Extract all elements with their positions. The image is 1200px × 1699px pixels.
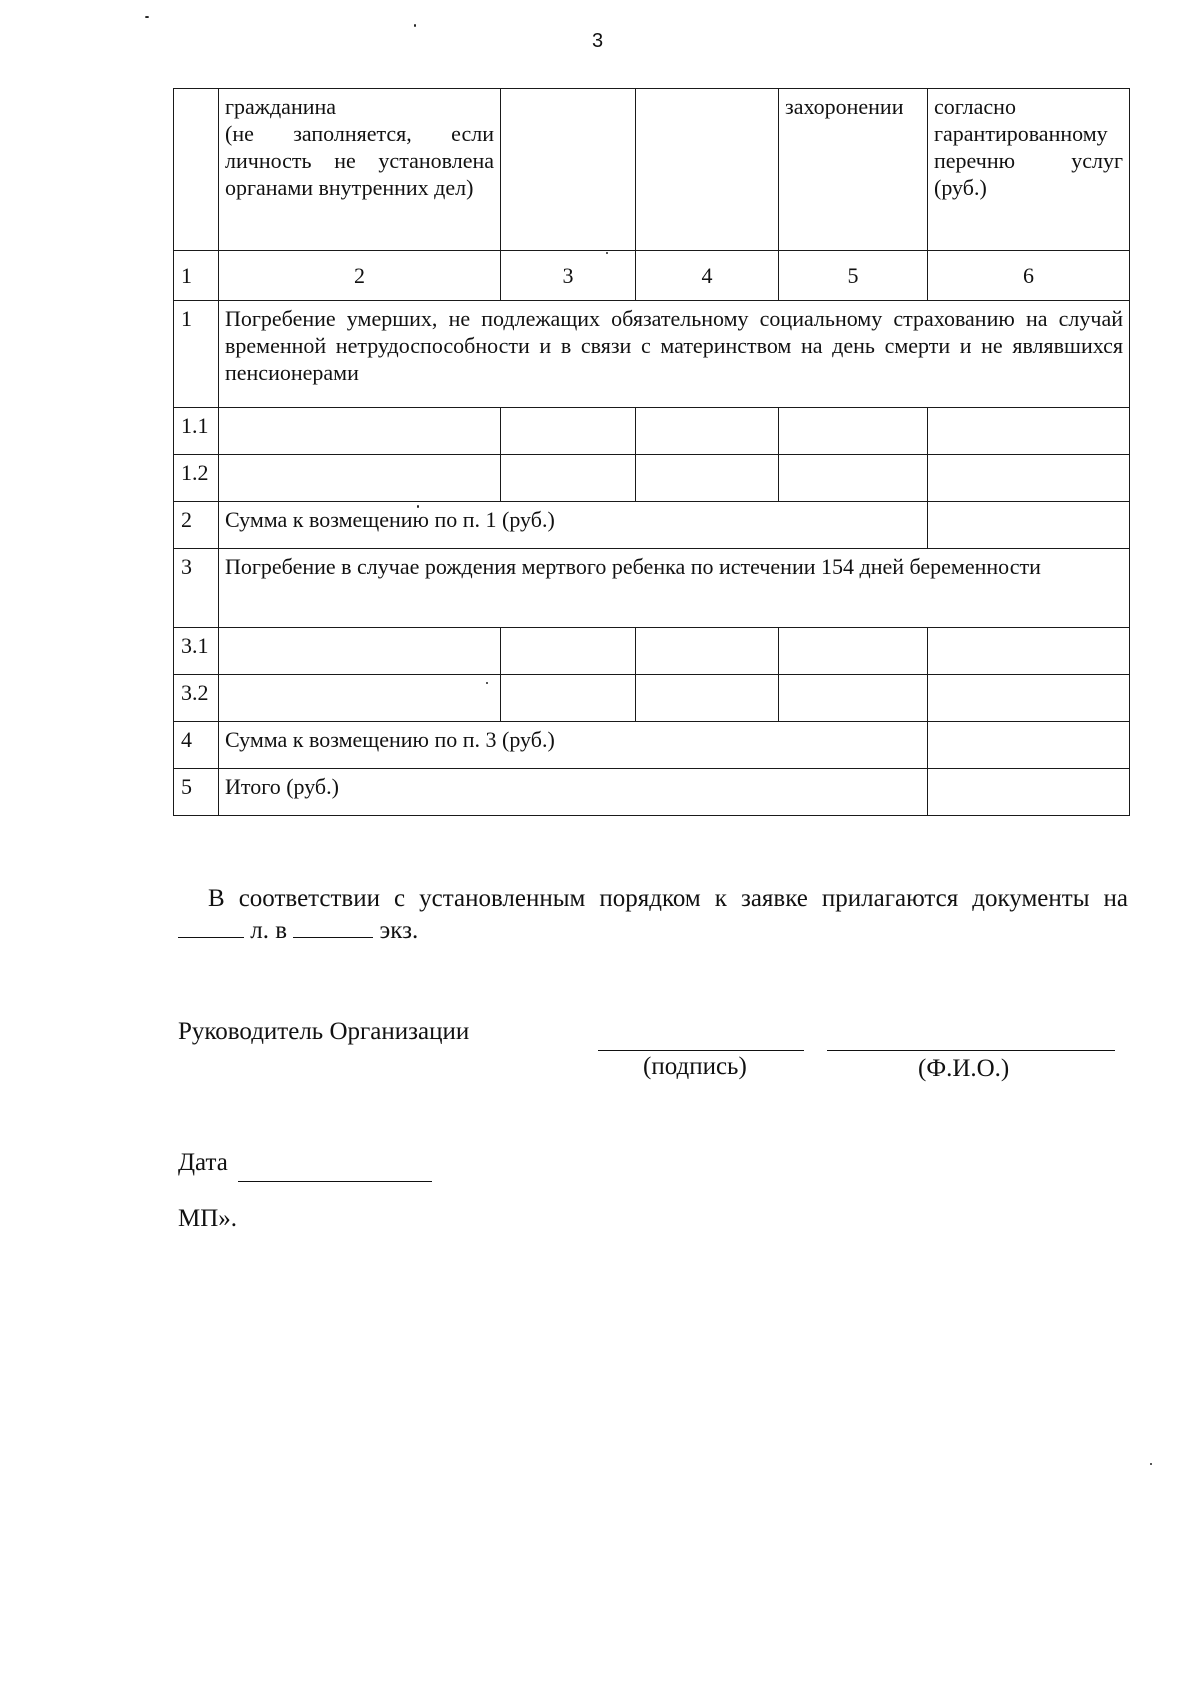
column-number: 4 (636, 251, 779, 301)
empty-cell[interactable] (779, 628, 928, 675)
attachments-text: В соответствии с установленным порядком к заявке прилагаются документы на (208, 885, 1128, 912)
empty-cell[interactable] (779, 455, 928, 502)
empty-cell[interactable] (928, 408, 1130, 455)
header-cell-1 (174, 89, 219, 251)
total-row (174, 769, 1130, 816)
total-value-cell[interactable] (928, 769, 1130, 816)
stamp-place-label: МП». (178, 1205, 238, 1232)
total-label: Итого (руб.) (219, 769, 928, 816)
section-3-row (174, 549, 1130, 628)
copies-count-blank[interactable] (293, 936, 373, 938)
row-number: 2 (174, 502, 219, 549)
empty-cell[interactable] (779, 675, 928, 722)
empty-cell[interactable] (928, 628, 1130, 675)
table-header-row (174, 89, 1130, 251)
section-3-text: Погребение в случае рождения мертвого ребенка по истечении 154 дней беременности (219, 549, 1130, 628)
table-row (174, 675, 1130, 722)
sum-label: Сумма к возмещению по п. 3 (руб.) (219, 722, 928, 769)
attachments-paragraph (178, 883, 1128, 947)
row-number: 4 (174, 722, 219, 769)
empty-cell[interactable] (219, 408, 501, 455)
page-number: 3 (592, 30, 604, 52)
sum-label: Сумма к возмещению по п. 1 (руб.) (219, 502, 928, 549)
empty-cell[interactable] (501, 628, 636, 675)
sum-row-3 (174, 722, 1130, 769)
empty-cell[interactable] (928, 455, 1130, 502)
date-label: Дата (178, 1149, 228, 1176)
row-number: 1.2 (174, 455, 219, 502)
head-of-organization-label: Руководитель Организации (178, 1018, 470, 1045)
row-number: 3.1 (174, 628, 219, 675)
column-number: 3 (501, 251, 636, 301)
column-number: 5 (779, 251, 928, 301)
reimbursement-table (173, 88, 1130, 816)
table-row (174, 455, 1130, 502)
empty-cell[interactable] (501, 675, 636, 722)
attachments-sheets-text: л. в (250, 917, 288, 944)
full-name-line[interactable] (827, 1050, 1115, 1051)
attachments-copies-text: экз. (379, 917, 419, 944)
date-line[interactable] (238, 1181, 432, 1182)
header-cell-2: гражданина (не заполняется, если личность не установлена органами внутренних дел) (219, 89, 501, 251)
column-number: 2 (219, 251, 501, 301)
row-number: 1 (174, 301, 219, 408)
sum-row-1 (174, 502, 1130, 549)
row-number: 3.2 (174, 675, 219, 722)
empty-cell[interactable] (501, 408, 636, 455)
sum-value-cell[interactable] (928, 502, 1130, 549)
header-cell-5: захоронении (779, 89, 928, 251)
signature-line[interactable] (598, 1050, 804, 1051)
header-cell-4 (636, 89, 779, 251)
sheets-count-blank[interactable] (178, 936, 244, 938)
row-number: 1.1 (174, 408, 219, 455)
empty-cell[interactable] (636, 675, 779, 722)
row-number: 3 (174, 549, 219, 628)
table-row (174, 408, 1130, 455)
column-number: 6 (928, 251, 1130, 301)
empty-cell[interactable] (219, 628, 501, 675)
empty-cell[interactable] (219, 455, 501, 502)
section-1-row (174, 301, 1130, 408)
empty-cell[interactable] (636, 628, 779, 675)
scan-speck (145, 16, 149, 18)
empty-cell[interactable] (219, 675, 501, 722)
header-cell-6: согласно гарантированному перечню услуг (руб.) (928, 89, 1130, 251)
header-cell-3 (501, 89, 636, 251)
empty-cell[interactable] (928, 675, 1130, 722)
full-name-caption: (Ф.И.О.) (918, 1055, 1010, 1082)
scan-speck (414, 24, 416, 27)
row-number: 5 (174, 769, 219, 816)
empty-cell[interactable] (636, 455, 779, 502)
empty-cell[interactable] (501, 455, 636, 502)
table-row (174, 628, 1130, 675)
sum-value-cell[interactable] (928, 722, 1130, 769)
empty-cell[interactable] (636, 408, 779, 455)
signature-caption: (подпись) (643, 1053, 747, 1080)
column-number: 1 (174, 251, 219, 301)
column-numbers-row (174, 251, 1130, 301)
empty-cell[interactable] (779, 408, 928, 455)
scan-speck (1150, 1463, 1152, 1465)
section-1-text: Погребение умерших, не подлежащих обязательному социальному страхованию на случай временной нетрудоспособности и в связи с материнством на день смерти и не являвшихся пенсионерами (219, 301, 1130, 408)
